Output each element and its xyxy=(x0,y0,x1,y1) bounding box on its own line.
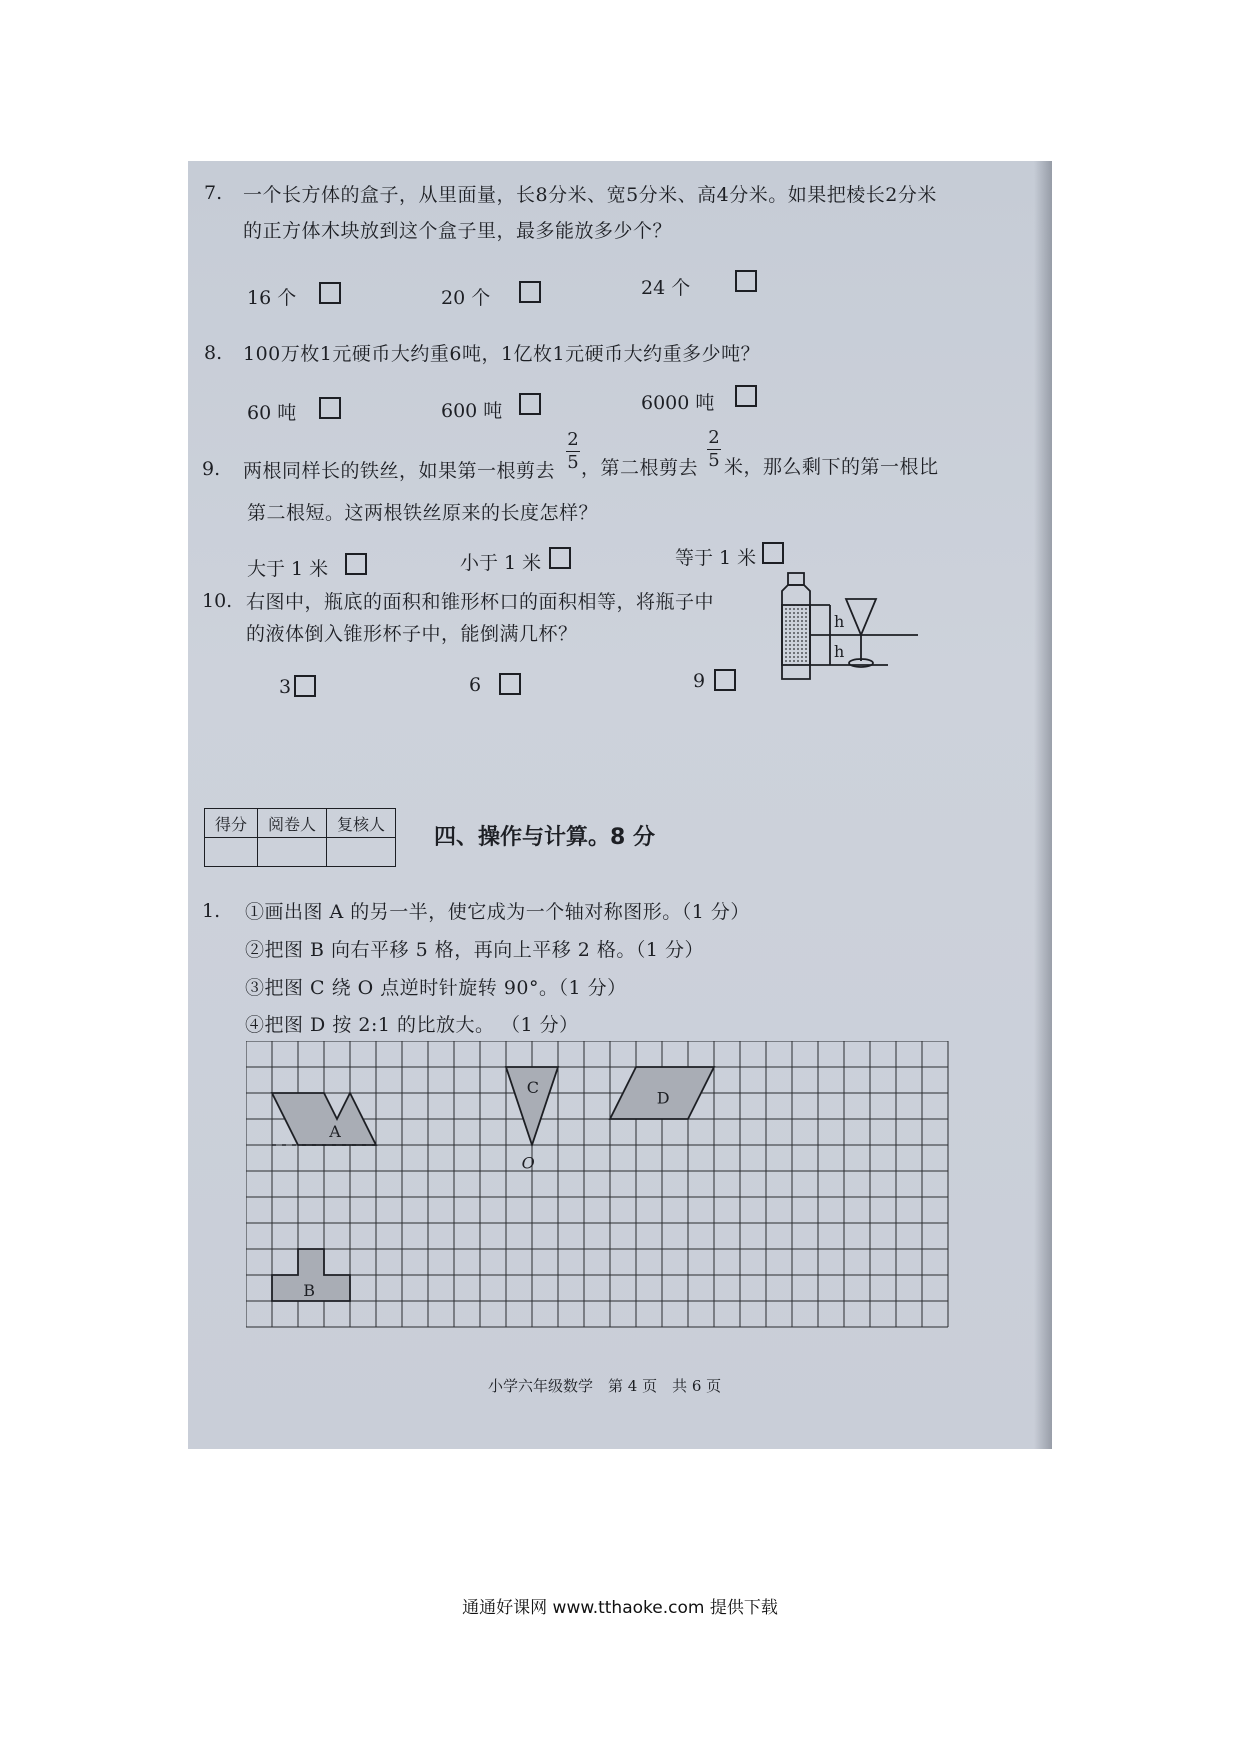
q7-checkbox-3[interactable] xyxy=(735,270,757,292)
bottle-and-cup-figure xyxy=(768,571,928,691)
q7-option-1: 16 个 xyxy=(247,287,297,309)
q9-fraction-1-denominator: 5 xyxy=(567,452,579,473)
q9-option-1: 大于 1 米 xyxy=(247,558,329,580)
q9-text-part1: 两根同样长的铁丝，如果第一根剪去 xyxy=(243,460,556,482)
q9-number: 9. xyxy=(202,458,221,480)
q10-checkbox-1[interactable] xyxy=(294,675,316,697)
height-label-lower: h xyxy=(834,642,845,661)
q7-option-2: 20 个 xyxy=(441,287,491,309)
q9-text-part3: 米，那么剩下的第一根比 xyxy=(724,456,939,478)
q9-option-3: 等于 1 米 xyxy=(675,547,757,569)
op1-item-2: ②把图 B 向右平移 5 格，再向上平移 2 格。（1 分） xyxy=(245,939,705,961)
q8-option-1: 60 吨 xyxy=(247,402,297,424)
q8-checkbox-3[interactable] xyxy=(735,385,757,407)
q10-option-3: 9 xyxy=(693,670,706,692)
op1-item-3: ③把图 C 绕 O 点逆时针旋转 90°。（1 分） xyxy=(245,977,627,999)
q10-option-2: 6 xyxy=(469,674,482,696)
q7-checkbox-1[interactable] xyxy=(319,282,341,304)
q7-option-3: 24 个 xyxy=(641,277,691,299)
score-header-score: 得分 xyxy=(205,809,258,838)
bottle-cap xyxy=(788,573,804,585)
q9-checkbox-2[interactable] xyxy=(549,547,571,569)
q7-number: 7. xyxy=(204,182,223,204)
op1-item-1: ①画出图 A 的另一半，使它成为一个轴对称图形。（1 分） xyxy=(245,901,750,923)
shape-a-label: A xyxy=(329,1122,341,1142)
q10-text-line2: 的液体倒入锥形杯子中，能倒满几杯？ xyxy=(246,623,578,645)
op1-number: 1. xyxy=(202,900,221,922)
score-table xyxy=(204,808,396,867)
q10-number: 10. xyxy=(202,590,233,612)
shape-a xyxy=(272,1093,376,1145)
q9-option-2: 小于 1 米 xyxy=(460,552,542,574)
exam-page-photo xyxy=(188,161,1052,1449)
q9-fraction-1 xyxy=(566,431,580,472)
score-cell-score[interactable] xyxy=(205,838,258,867)
section-4-title: 四、操作与计算。8 分 xyxy=(434,825,655,850)
score-cell-reviewer[interactable] xyxy=(327,838,396,867)
q9-fraction-2-numerator: 2 xyxy=(708,427,720,448)
q9-checkbox-1[interactable] xyxy=(345,553,367,575)
q10-checkbox-2[interactable] xyxy=(499,673,521,695)
q9-fraction-2-denominator: 5 xyxy=(708,450,720,471)
shape-c-label: C xyxy=(526,1078,540,1097)
q10-text-line1: 右图中，瓶底的面积和锥形杯口的面积相等，将瓶子中 xyxy=(246,591,715,613)
q7-text-line1: 一个长方体的盒子，从里面量，长8分米、宽5分米、高4分米。如果把棱长2分米 xyxy=(243,184,937,206)
q9-checkbox-3[interactable] xyxy=(762,542,784,564)
rotation-point-o-label: O xyxy=(521,1153,535,1173)
height-label-upper: h xyxy=(834,612,845,631)
shape-d-label: D xyxy=(656,1088,670,1108)
q9-fraction-1-numerator: 2 xyxy=(567,429,579,450)
q8-text-line1: 100万枚1元硬币大约重6吨，1亿枚1元硬币大约重多少吨？ xyxy=(243,343,761,365)
drawing-grid xyxy=(246,1041,966,1339)
q8-option-3: 6000 吨 xyxy=(641,392,715,414)
q9-text-line2: 第二根短。这两根铁丝原来的长度怎样？ xyxy=(247,502,599,524)
q10-checkbox-3[interactable] xyxy=(714,669,736,691)
q8-checkbox-2[interactable] xyxy=(519,393,541,415)
score-cell-grader[interactable] xyxy=(258,838,327,867)
q9-fraction-2 xyxy=(707,429,721,470)
shape-b-label: B xyxy=(303,1280,315,1300)
q9-text-part2: ，第二根剪去 xyxy=(581,457,699,479)
op1-item-4: ④把图 D 按 2:1 的比放大。 （1 分） xyxy=(245,1014,579,1036)
q10-option-1: 3 xyxy=(279,676,292,698)
bottle-liquid xyxy=(782,605,810,665)
q7-checkbox-2[interactable] xyxy=(519,281,541,303)
page-footer: 小学六年级数学 第 4 页 共 6 页 xyxy=(488,1377,722,1395)
q8-option-2: 600 吨 xyxy=(441,400,503,422)
download-credit: 通通好课网 www.tthaoke.com 提供下载 xyxy=(462,1598,778,1618)
q8-number: 8. xyxy=(204,342,223,364)
score-header-reviewer: 复核人 xyxy=(327,809,396,838)
q7-text-line2: 的正方体木块放到这个盒子里，最多能放多少个？ xyxy=(243,220,673,242)
cone-cup-top xyxy=(846,599,876,635)
q8-checkbox-1[interactable] xyxy=(319,397,341,419)
score-header-grader: 阅卷人 xyxy=(258,809,327,838)
